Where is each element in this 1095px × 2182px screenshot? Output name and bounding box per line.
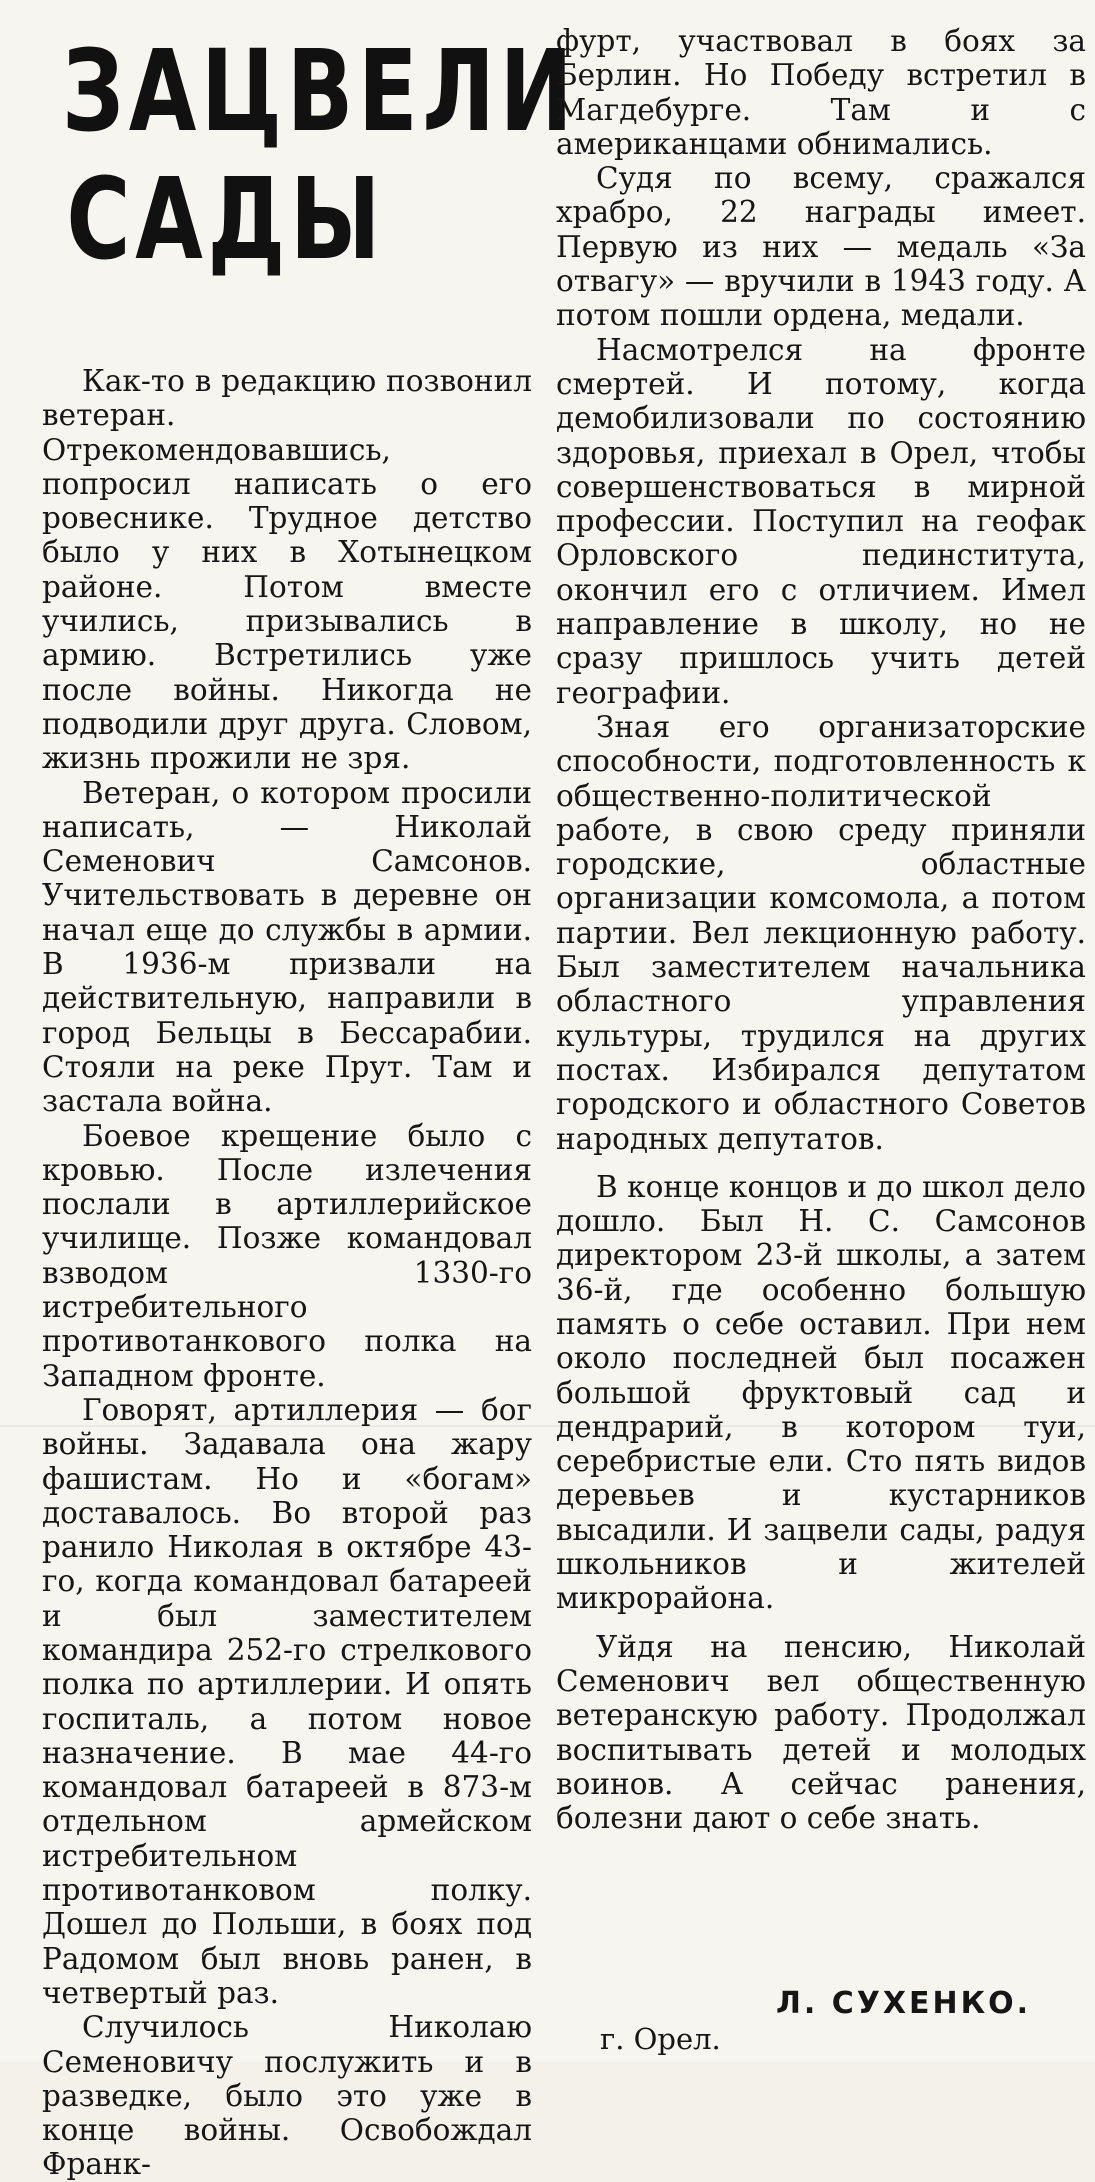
paragraph: Насмотрелся на фронте смертей. И потому, когда демобилизовали по состоянию здоровья, приехал в Орел, чтобы совершенствоваться в мирной профессии. Поступил на геофак Орловского пединститута, окончил его с отличием. Имел направление в школу, но не сразу пришлось учить детей географии. [556, 332, 1086, 710]
paragraph: Судя по всему, сражался храбро, 22 награды имеет. Первую из них — медаль «За отвагу» — вручили в 1943 году. А потом пошли ордена, медали. [556, 161, 1086, 333]
paragraph: Ветеран, о котором просили написать, — Николай Семенович Самсонов. Учительствовать в деревне он начал еще до службы в армии. В 1936-м призвали на действительную, направили в город Бельцы в Бессарабии. Стояли на реке Прут. Там и застала война. [42, 775, 532, 1119]
paragraph: Зная его организаторские способности, подготовленность к общественно-политической работе, в свою среду приняли городские, областные организации комсомола, а потом партии. Вел лекционную работу. Был заместителем начальника областного управления культуры, трудился на других постах. Избирался депутатом городского и областного Советов народных депутатов. [556, 709, 1086, 1156]
headline-line-1: ЗАЦВЕЛИ [62, 27, 578, 157]
paragraph: Боевое крещение было с кровью. После излечения послали в артиллерийское училище. Позже командовал взводом 1330-го истребительного противотанкового полка на Западном фронте. [42, 1118, 532, 1393]
right-column [556, 24, 1086, 1835]
paragraph: фурт, участвовал в боях за Берлин. Но Победу встретил в Магдебурге. Там и с американцами обнимались. [556, 24, 1086, 161]
article-headline [62, 27, 578, 285]
paragraph: Случилось Николаю Семеновичу послужить и в разведке, было это уже в конце войны. Освобождал Франк- [42, 2010, 532, 2182]
paragraph: Как-то в редакцию позвонил ветеран. Отрекомендовавшись, попросил написать о его ровеснике. Трудное детство было у них в Хотынецком районе. Потом вместе учились, призывались в армию. Встретились уже после войны. Никогда не подводили друг друга. Словом, жизнь прожили не зря. [42, 364, 532, 776]
headline-line-2: САДЫ [66, 155, 386, 285]
author-byline: Л. СУХЕНКО. [776, 1986, 1032, 2021]
left-column [42, 364, 532, 2182]
dateline-place: г. Орел. [600, 2022, 721, 2056]
paragraph: Уйдя на пенсию, Николай Семенович вел общественную ветеранскую работу. Продолжал воспитывать детей и молодых воинов. А сейчас ранения, болезни дают о себе знать. [556, 1629, 1086, 1836]
paragraph: Говорят, артиллерия — бог войны. Задавала она жару фашистам. Но и «богам» доставалось. Во второй раз ранило Николая в октябре 43-го, когда командовал батареей и был заместителем командира 252-го стрелкового полка по артиллерии. И опять госпиталь, а потом новое назначение. В мае 44-го командовал батареей в 873-м отдельном армейском истребительном противотанковом полку. Дошел до Польши, в боях под Радомом был вновь ранен, в четвертый раз. [42, 1392, 532, 2010]
paragraph: В конце концов и до школ дело дошло. Был Н. С. Самсонов директором 23-й школы, а затем 36-й, где особенно большую память о себе оставил. При нем около последней был посажен большой фруктовый сад и дендрарий, в котором туи, серебристые ели. Сто пять видов деревьев и кустарников высадили. И зацвели сады, радуя школьников и жителей микрорайона. [556, 1169, 1086, 1616]
